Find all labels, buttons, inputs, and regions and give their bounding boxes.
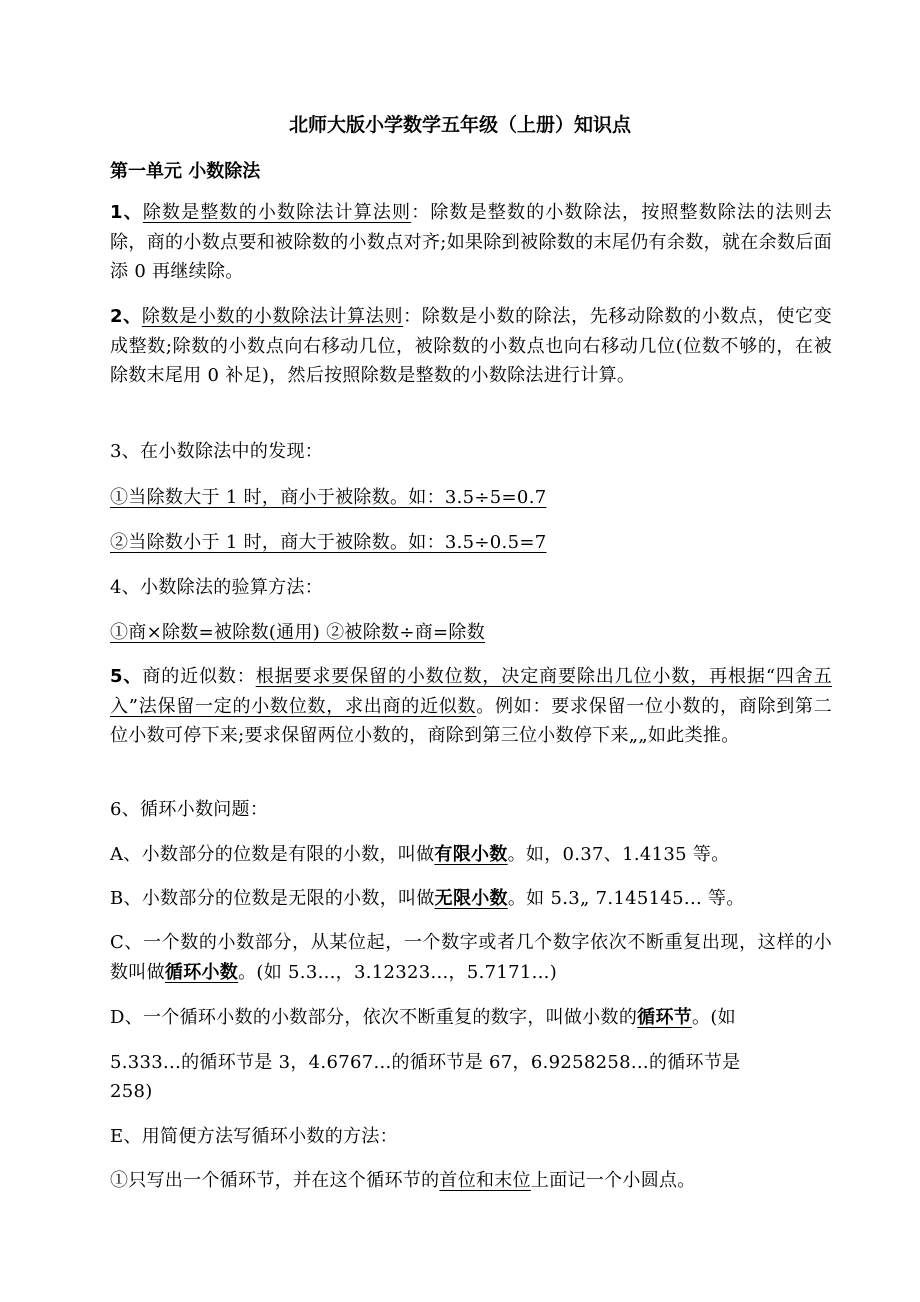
paragraph-1	[110, 198, 832, 287]
defined-term: 有限小数	[434, 844, 508, 865]
text: 上面记一个小圆点。	[530, 1170, 696, 1191]
check-method-line: ①商×除数=被除数(通用) ②被除数÷商=除数	[110, 622, 485, 643]
text: A、小数部分的位数是有限的小数，叫做	[110, 844, 435, 865]
page-title: 北师大版小学数学五年级（上册）知识点	[288, 114, 631, 136]
text: 。如，0.37、1.4135 等。	[507, 844, 730, 865]
text: 。(如 5.3...，3.12323...，5.7171...)	[238, 961, 558, 983]
unit-heading: 第一单元 小数除法	[110, 161, 261, 182]
item-a	[110, 840, 730, 869]
text: ①只写出一个循环节，并在这个循环节的	[110, 1170, 440, 1191]
item-number: 1、	[110, 202, 143, 223]
rule-term: 除数是整数的小数除法计算法则	[142, 202, 412, 223]
finding-line-2: ②当除数小于 1 时，商大于被除数。如：3.5÷0.5=7	[110, 532, 547, 553]
item-c	[110, 928, 832, 987]
approximation-rule: 根据要求要保留的小数位数，决定商要除出几位小数，再根据“四舍五入”法保留一定的小数位数，求出商的近似数	[110, 666, 832, 717]
defined-term: 无限小数	[434, 888, 508, 909]
finding-line-1: ①当除数大于 1 时，商小于被除数。如：3.5÷5=0.7	[110, 487, 547, 508]
item-d	[110, 1003, 736, 1032]
text: 。(如	[692, 1007, 736, 1028]
item-number: 2、	[110, 306, 142, 327]
paragraph-5	[110, 662, 832, 751]
item-d-line-3: 258)	[110, 1081, 153, 1102]
item-e-heading: E、用简便方法写循环小数的方法：	[110, 1126, 398, 1147]
term-label: 商的近似数	[142, 666, 237, 687]
paragraph-text: ：除数是整数的小数除法，按照整数除法的法则去除，商的小数点要和被除数的小数点对齐;如果除到被除数的末尾仍有余数，就在余数后面添 0 再继续除。	[110, 202, 832, 282]
section-4-heading: 4、小数除法的验算方法：	[110, 577, 324, 598]
text: 。如 5.3„ 7.145145... 等。	[507, 888, 745, 909]
section-6-heading: 6、循环小数问题：	[110, 799, 269, 820]
section-3-heading: 3、在小数除法中的发现：	[110, 441, 324, 462]
rule-term: 除数是小数的小数除法计算法则	[141, 306, 404, 327]
text: C、一个数的小数部分，从某位起，一个数字或者几个数字依次不断重复出现，这样的小数叫做	[110, 932, 832, 983]
text: B、小数部分的位数是无限的小数，叫做	[110, 888, 435, 909]
item-d-line-2: 5.333...的循环节是 3，4.6767...的循环节是 67，6.9258258...的循环节是	[110, 1052, 741, 1073]
defined-term: 循环小数	[164, 961, 239, 983]
item-b	[110, 884, 745, 913]
colon: ：	[236, 666, 256, 687]
paragraph-text: 。例如：要求保留一位小数的，商除到第二位小数可停下来;要求保留两位小数的，商除到第三位小数停下来„„如此类推。	[110, 695, 832, 746]
text: D、一个循环小数的小数部分，依次不断重复的数字，叫做小数的	[110, 1007, 638, 1028]
paragraph-2	[110, 302, 832, 391]
item-number: 5、	[110, 666, 143, 687]
defined-term: 循环节	[637, 1007, 693, 1028]
item-e-1	[110, 1166, 696, 1195]
paragraph-text: ：除数是小数的除法，先移动除数的小数点，使它变成整数;除数的小数点向右移动几位，被除数的小数点也向右移动几位(位数不够的，在被除数末尾用 0 补足)，然后按照除数是整数的小数除法进行计算。	[110, 306, 833, 386]
marked-term: 首位和末位	[439, 1170, 531, 1191]
